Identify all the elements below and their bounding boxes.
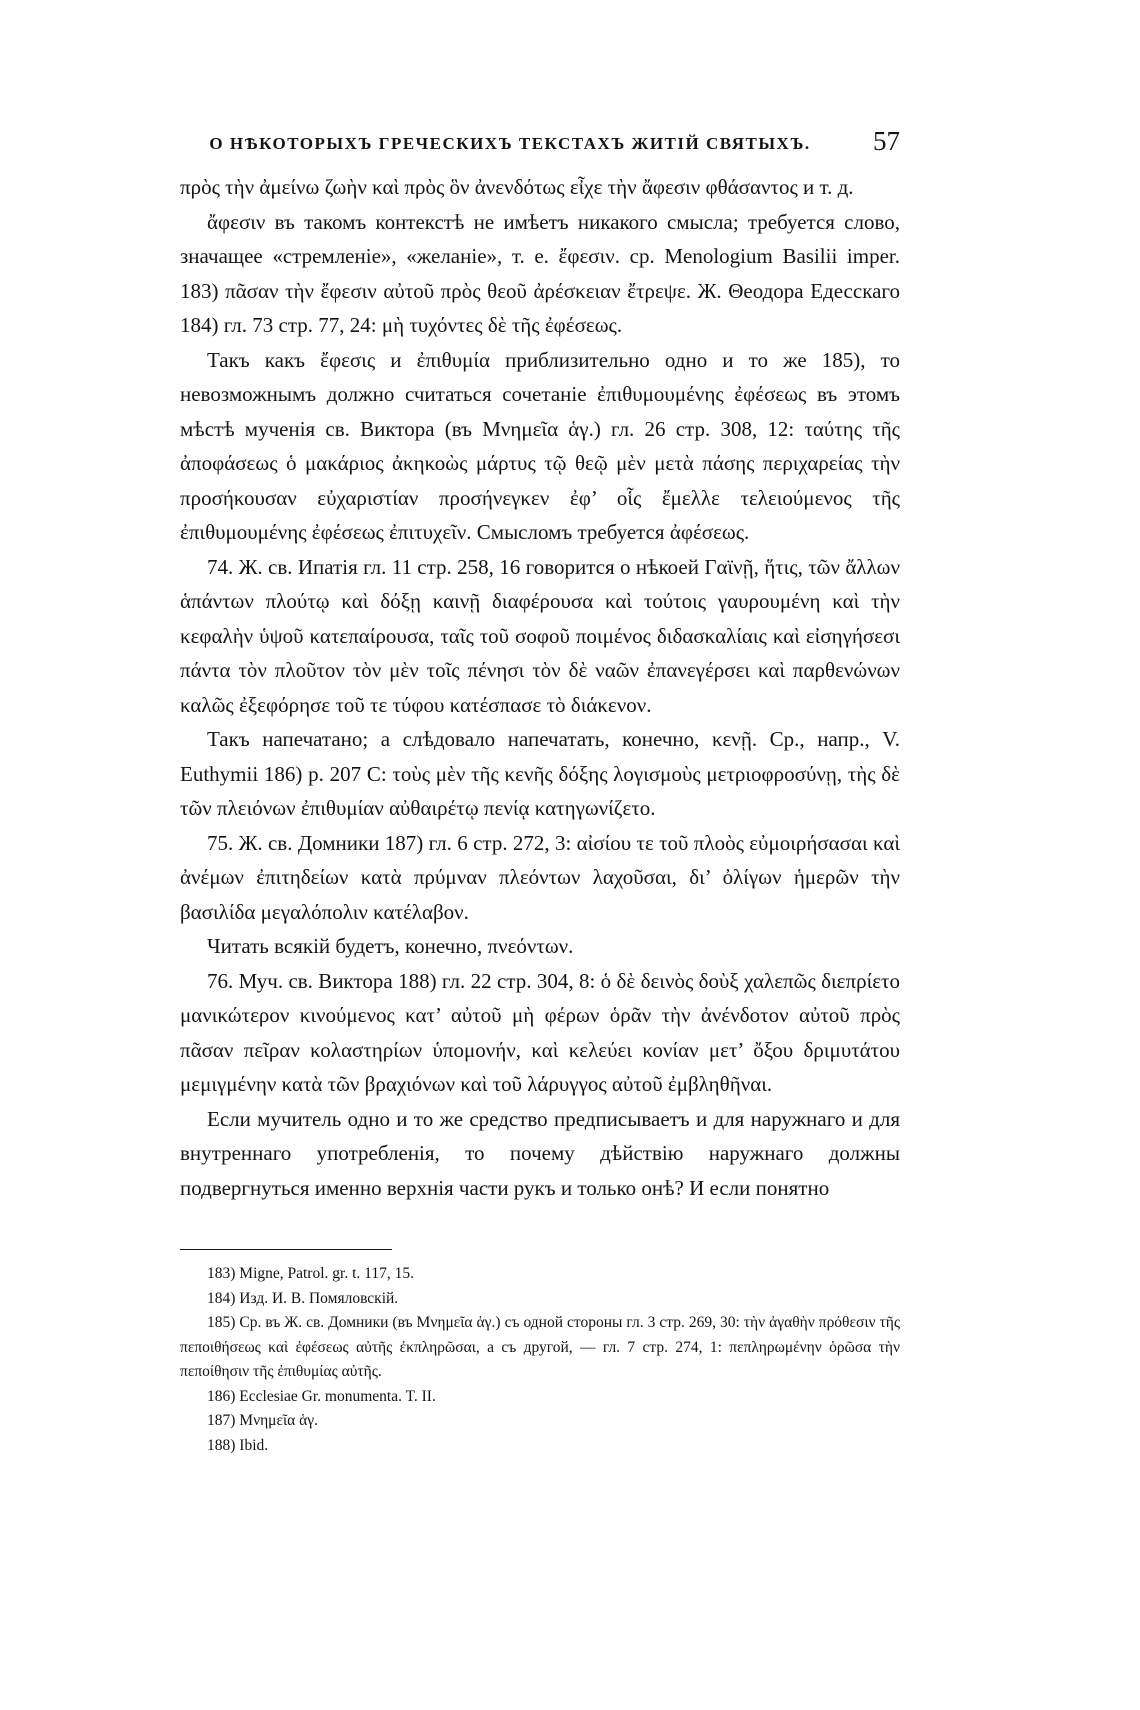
main-text [180, 170, 900, 1205]
footnote-186: 186) Ecclesiae Gr. monumenta. T. II. [207, 1387, 436, 1405]
running-head [180, 126, 900, 166]
footnote-183: 183) Migne, Patrol. gr. t. 117, 15. [207, 1265, 414, 1282]
paragraph: Если мучитель одно и то же средство предписываетъ и для наружнаго и для внутреннаго употребленія, то почему дѣйствію наружнаго должны подвергнуться именно верхнія части рукъ и только онѣ? И если понятно [180, 1106, 900, 1200]
footnote-184: 184) Изд. И. В. Помяловскій. [207, 1289, 399, 1307]
footnotes [180, 1262, 900, 1458]
paragraph-section-76: 76. Муч. св. Виктора 188) гл. 22 стр. 304, 8: ὁ δὲ δεινὸς δοὺξ χαλεπῶς διεπρίετο μανικώτερον κινούμενος κατ’ αὐτοῦ μὴ φέρων ὁρᾶν τὴν ἀνένδοτον αὐτοῦ πρὸς πᾶσαν πεῖραν κολαστηρίων ὑπομονήν, καὶ κελεύει κονίαν μετ’ ὄξου δριμυτάτου μεμιγμένην κατὰ τῶν βραχιόνων καὶ τοῦ λάρυγγος αὐτοῦ ἐμβληθῆναι. [180, 968, 900, 1096]
paragraph: Читать всякій будетъ, конечно, πνεόντων. [207, 934, 574, 958]
paragraph: ἄφεσιν въ такомъ контекстѣ не имѣетъ никакого смысла; требуется слово, значащее «стремленіе», «желаніе», т. е. ἔφεσιν. ср. Menologium Basilii imper. 183) πᾶσαν τὴν ἔφεσιν αὐτοῦ πρὸς θεοῦ ἀρέσκειαν ἔτρεψε. Ж. Θеодора Едесскаго 184) гл. 73 стр. 77, 24: μὴ τυχόντες δὲ τῆς ἐφέσεως. [180, 209, 900, 337]
running-title: О НѢКОТОРЫХЪ ГРЕЧЕСКИХЪ ТЕКСТАХЪ ЖИТІЙ СВЯТЫХЪ. [209, 134, 811, 153]
paragraph: Такъ напечатано; а слѣдовало напечатать, конечно, κενῇ. Ср., напр., V. Euthymii 186) p. 207 C: τοὺς μὲν τῆς κενῆς δόξης λογισμοὺς μετριοφροσύνῃ, τὴς δὲ τῶν πλειόνων ἐπιθυμίαν αὐθαιρέτῳ πενίᾳ κατηγωνίζετο. [180, 727, 900, 820]
footnote-187: 187) Μνημεῖα ἁγ. [207, 1412, 319, 1429]
paragraph: Такъ какъ ἔφεσις и ἐπιθυμία приблизительно одно и то же 185), то невозможнымъ должно считаться сочетаніе ἐπιθυμουμένης ἐφέσεως въ этомъ мѣстѣ мученія св. Виктора (въ Μνημεῖα ἁγ.) гл. 26 стр. 308, 12: ταύτης τῆς ἀποφάσεως ὁ μακάριος ἀκηκοὼς μάρτυς τῷ θεῷ μὲν μετὰ πάσης περιχαρείας τὴν προσήκουσαν εὐχαριστίαν προσήνεγκεν ἐφ’ οἷς ἔμελλε τελειούμενος τῆς ἐπιθυμουμένης ἐφέσεως ἐπιτυχεῖν. Смысломъ требуется ἀφέσεως. [180, 347, 900, 544]
footnote-188: 188) Ibid. [207, 1436, 269, 1454]
footnote-185: 185) Ср. въ Ж. св. Домники (въ Μνημεῖα ἁγ.) съ одной стороны гл. 3 стр. 269, 30: τὴν ἀγαθὴν πρόθεσιν τῆς πεποιθήσεως καὶ ἐφέσεως αὐτῆς ἐκπληρῶσαι, а съ другой, — гл. 7 стр. 274, 1: πεπληρωμένην ὁρῶσα τὴν πεποίθησιν τῆς ἐπιθυμίας αὐτῆς. [180, 1314, 900, 1380]
paragraph-section-74: 74. Ж. св. Ипатія гл. 11 стр. 258, 16 говорится о нѣкоей Γαϊνῇ, ἥτις, τῶν ἄλλων ἁπάντων πλούτῳ καὶ δόξῃ καινῇ διαφέρουσα καὶ τούτοις γαυρουμένη καὶ τὴν κεφαλὴν ὑψοῦ κατεπαίρουσα, ταῖς τοῦ σοφοῦ ποιμένος διδασκαλίαις καὶ εἰσηγήσεσι πάντα τὸν πλοῦτον τὸν μὲν τοῖς πένησι τὸν δὲ ναῶν ἐπανεγέρσει καὶ παρθενώνων καλῶς ἐξεφόρησε τοῦ τε τύφου κατέσπασε τὸ διάκενον. [180, 554, 900, 717]
paragraph-continuation: πρὸς τὴν ἀμείνω ζωὴν καὶ πρὸς ὃν ἀνενδότως εἶχε τὴν ἄφεσιν φθάσαντος и т. д. [180, 175, 854, 199]
paragraph-section-75: 75. Ж. св. Домники 187) гл. 6 стр. 272, 3: αἰσίου τε τοῦ πλοὸς εὐμοιρήσασαι καὶ ἀνέμων ἐπιτηδείων κατὰ πρύμναν πλεόντων λαχοῦσαι, δι’ ὀλίγων ἡμερῶν τὴν βασιλίδα μεγαλόπολιν κατέλαβον. [180, 830, 900, 924]
footnote-divider [180, 1249, 392, 1250]
page-number: 57 [873, 126, 900, 156]
